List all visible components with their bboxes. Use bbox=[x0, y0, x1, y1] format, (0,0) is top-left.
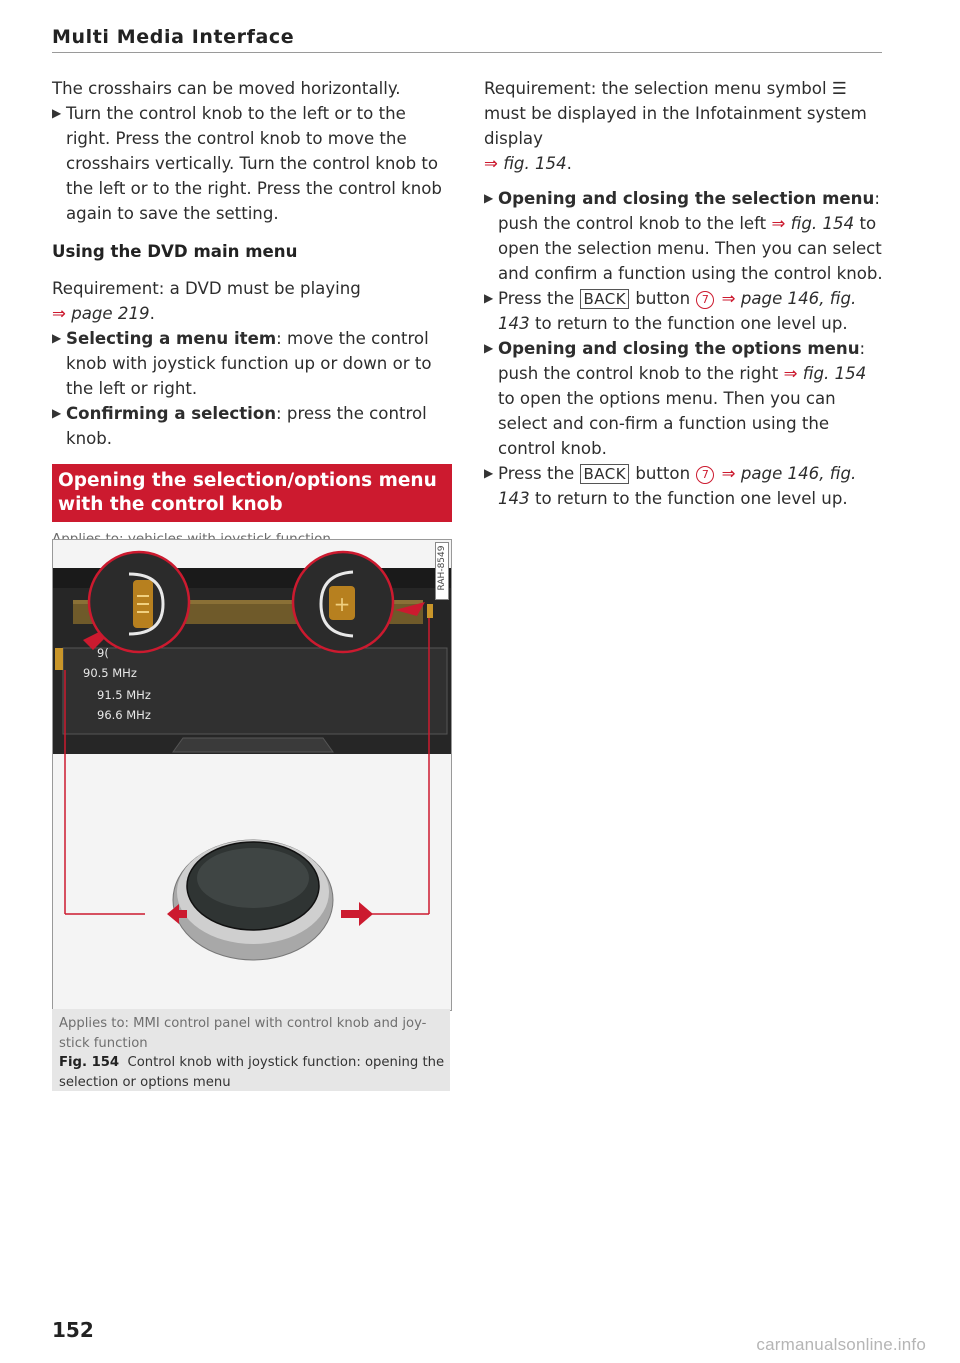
watermark: carmanualsonline.info bbox=[756, 1335, 926, 1354]
requirement-part: Requirement: the selection menu symbol bbox=[484, 79, 827, 98]
bullet-text: button bbox=[635, 464, 691, 483]
options-menu-marker bbox=[427, 604, 433, 618]
selection-menu-icon: ☰ bbox=[831, 79, 847, 98]
bullet-text: : press the control knob. bbox=[66, 404, 427, 448]
bullet-text: to return to the function one level up. bbox=[534, 314, 848, 333]
frequency-item: 91.5 MHz bbox=[97, 688, 151, 702]
caption-line bbox=[59, 1053, 450, 1092]
bullet-icon: ▶ bbox=[484, 466, 494, 480]
figure-reference-link[interactable]: fig. 143 bbox=[498, 464, 857, 508]
bullet-icon: ▶ bbox=[484, 191, 494, 205]
bullet-text: Press the bbox=[498, 289, 575, 308]
bullet-text: Turn the control knob to the left or to the right. Press the control knob to move the crosshairs vertically. Turn the control knob to the left or to the right. Press the control knob again to save the setting. bbox=[66, 104, 442, 223]
reference-arrow-icon: ⇒ bbox=[783, 364, 798, 383]
header-title: Multi Media Interface bbox=[52, 26, 295, 48]
bullet-icon: ▶ bbox=[52, 331, 62, 345]
figure-caption bbox=[52, 1009, 450, 1091]
bullet-text: to return to the function one level up. bbox=[534, 489, 848, 508]
bullet-text: Press the bbox=[498, 464, 575, 483]
figure-code: RAH-8549 bbox=[437, 545, 447, 591]
reference-arrow-icon: ⇒ bbox=[52, 304, 66, 323]
figure-reference-link[interactable]: fig. 143 bbox=[498, 289, 857, 333]
left-column bbox=[52, 76, 452, 552]
bullet-icon: ▶ bbox=[484, 341, 494, 355]
bullet-text: to open the options menu. Then you can select and con-firm a function using the control knob. bbox=[498, 389, 836, 458]
requirement-text: Requirement: a DVD must be playing ⇒ page 219. bbox=[52, 279, 361, 323]
frequency-item: 96.6 MHz bbox=[97, 708, 151, 722]
reference-arrow-icon: ⇒ bbox=[484, 154, 498, 173]
svg-text:+: + bbox=[333, 592, 351, 616]
requirement-text: Requirement: the selection menu symbol ☰ must be displayed in the Infotainment system display ⇒ fig. 154. bbox=[484, 79, 867, 173]
frequency-item: 90.5 MHz bbox=[83, 666, 137, 680]
bullet-icon: ▶ bbox=[484, 291, 494, 305]
back-button-label: BACK bbox=[580, 289, 629, 309]
callout-number: 7 bbox=[696, 291, 714, 309]
bullet-label: Confirming a selection bbox=[66, 404, 277, 423]
requirement-label: Requirement: a DVD must be playing bbox=[52, 279, 361, 298]
frequency-item: 9( bbox=[97, 646, 109, 660]
list-item bbox=[484, 461, 884, 511]
page-reference-link[interactable]: page 146, bbox=[740, 464, 825, 483]
bullet-text: to open the selection menu. Then you can select and confirm a function using the control knob. bbox=[498, 214, 883, 283]
bullet-text: button bbox=[635, 289, 691, 308]
page-header bbox=[52, 22, 882, 53]
selection-menu-marker bbox=[55, 648, 63, 670]
figure-illustration bbox=[52, 539, 452, 1011]
page-reference-link[interactable]: page 146, bbox=[740, 289, 825, 308]
figure-code-label bbox=[435, 542, 449, 600]
section-title-banner: Opening the selection/options menu with the control knob bbox=[52, 464, 452, 522]
figure-reference-link[interactable]: fig. 154 bbox=[503, 154, 567, 173]
figure-reference-link[interactable]: fig. 154 bbox=[790, 214, 855, 233]
list-item bbox=[484, 286, 884, 336]
right-arrow-icon bbox=[341, 902, 373, 926]
reference-arrow-icon: ⇒ bbox=[721, 289, 736, 308]
bullet-icon: ▶ bbox=[52, 106, 62, 120]
bullet-text: : push the control knob to the left bbox=[498, 189, 880, 233]
right-column bbox=[484, 76, 884, 511]
back-button-label: BACK bbox=[580, 464, 629, 484]
requirement-part: must be displayed in the Infotainment system display bbox=[484, 104, 867, 148]
bullet-label: Opening and closing the selection menu bbox=[498, 189, 875, 208]
bullet-text: : push the control knob to the right bbox=[498, 339, 866, 383]
list-item bbox=[484, 186, 884, 286]
figure-reference-link[interactable]: fig. 154 bbox=[802, 364, 867, 383]
list-item bbox=[52, 101, 452, 226]
reference-arrow-icon: ⇒ bbox=[771, 214, 786, 233]
bullet-label: Opening and closing the options menu bbox=[498, 339, 860, 358]
callout-number: 7 bbox=[696, 466, 714, 484]
section-subheading: Using the DVD main menu bbox=[52, 242, 298, 261]
figure-drawing bbox=[53, 540, 451, 1010]
list-item bbox=[52, 326, 452, 401]
page-reference-link[interactable]: page 219 bbox=[71, 304, 150, 323]
bullet-text: : move the control knob with joystick function up or down or to the left or right. bbox=[66, 329, 432, 398]
page-number: 152 bbox=[52, 1318, 94, 1342]
intro-text: The crosshairs can be moved horizontally. bbox=[52, 79, 401, 98]
caption-applies: Applies to: MMI control panel with control knob and joy-stick function bbox=[59, 1016, 427, 1051]
caption-label: Fig. 154 bbox=[59, 1055, 120, 1070]
bullet-label: Selecting a menu item bbox=[66, 329, 277, 348]
bullet-icon: ▶ bbox=[52, 406, 62, 420]
list-item bbox=[52, 401, 452, 451]
list-item bbox=[484, 336, 884, 461]
reference-arrow-icon: ⇒ bbox=[721, 464, 736, 483]
caption-text: Control knob with joystick function: opening the selection or options menu bbox=[59, 1055, 445, 1090]
